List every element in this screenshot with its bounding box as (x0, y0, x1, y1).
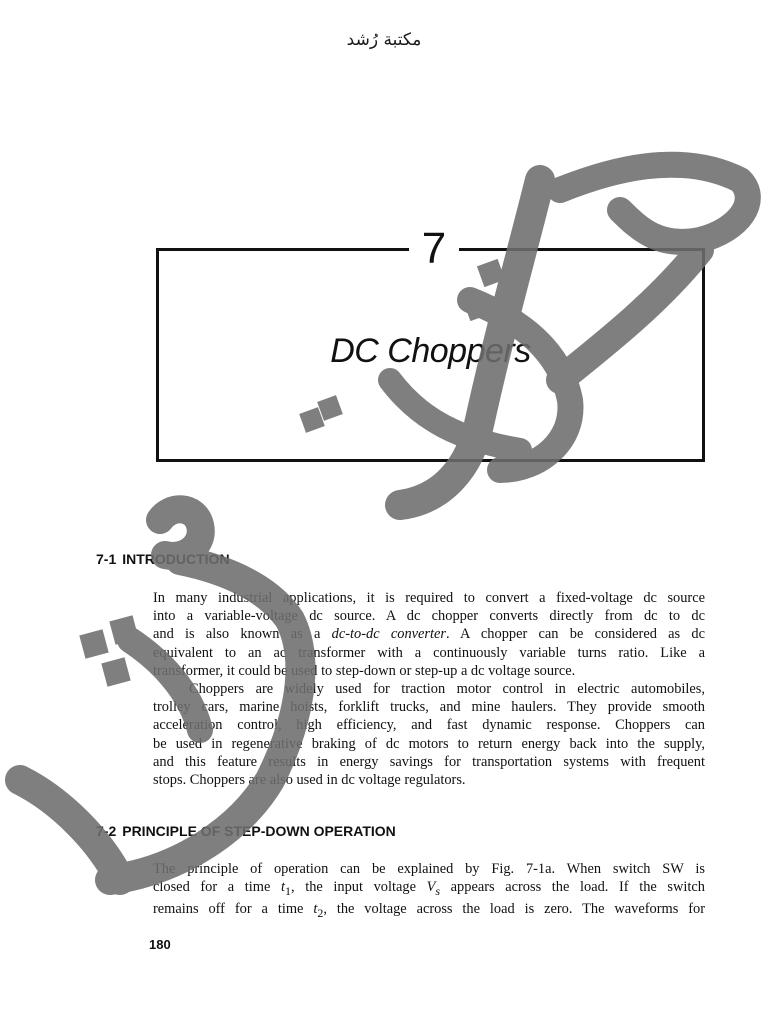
math-symbol: t (313, 901, 318, 918)
section-number: 7-1 (96, 551, 117, 567)
text-line: and this feature results in energy savings for transportation systems with frequent (153, 753, 705, 770)
text-line: stops. Choppers are also used in dc voltage regulators. (153, 772, 466, 789)
section-title: INTRODUCTION (122, 551, 230, 567)
text-line (153, 900, 705, 922)
text-line: transformer, it could be used to step-down or step-up a dc voltage source. (153, 662, 576, 679)
chapter-number: 7 (409, 224, 459, 274)
section-heading-introduction (96, 551, 230, 567)
watermark-dot (101, 657, 130, 686)
italic-term: dc-to-dc converter (331, 626, 446, 643)
watermark-stroke (560, 165, 748, 242)
step-down-paragraph (153, 860, 705, 922)
text-line (153, 625, 705, 643)
intro-paragraph-2 (153, 680, 705, 789)
text-line: trolley cars, marine hoists, forklift trucks, and mine haulers. They provide smooth (153, 699, 705, 716)
watermark-stroke (160, 509, 201, 556)
text-run: . A chopper can be considered as dc (446, 626, 705, 643)
intro-paragraph-1 (153, 589, 705, 680)
text-line: Choppers are widely used for traction motor control in electric automobiles, (189, 681, 705, 697)
math-symbol: t (280, 879, 285, 896)
section-title: PRINCIPLE OF STEP-DOWN OPERATION (122, 823, 396, 839)
watermark-dot (109, 615, 138, 644)
text-line: be used in regenerative braking of dc motors to return energy back into the supply, (153, 735, 705, 752)
math-subscript: 2 (317, 906, 324, 921)
math-subscript: s (435, 884, 441, 899)
text-line: acceleration control, high efficiency, and fast dynamic response. Choppers can (153, 717, 705, 734)
text-run: appears across the load. If the switch (440, 879, 705, 896)
text-run: remains off for a time (153, 901, 314, 918)
library-header-label: مكتبة رُشد (346, 30, 422, 50)
math-subscript: 1 (284, 884, 291, 899)
text-line: equivalent to an ac transformer with a continuously variable turns ratio. Like a (153, 644, 705, 661)
page-number: 180 (149, 937, 171, 952)
text-line: In many industrial applications, it is required to convert a fixed-voltage dc source (153, 590, 705, 606)
text-run: , the input voltage (290, 879, 427, 896)
chapter-title: DC Choppers (330, 332, 531, 370)
text-run: , the voltage across the load is zero. The waveforms for (323, 901, 705, 918)
text-line: The principle of operation can be explained by Fig. 7-1a. When switch SW is (153, 861, 705, 877)
text-run: and is also known as a (153, 626, 332, 643)
watermark-dot (79, 629, 108, 658)
section-heading-step-down (96, 823, 396, 839)
section-number: 7-2 (96, 823, 117, 839)
text-line: into a variable-voltage dc source. A dc chopper converts directly from dc to dc (153, 608, 705, 625)
text-run: closed for a time (153, 879, 281, 896)
math-symbol: V (426, 879, 436, 896)
text-line (153, 878, 705, 900)
